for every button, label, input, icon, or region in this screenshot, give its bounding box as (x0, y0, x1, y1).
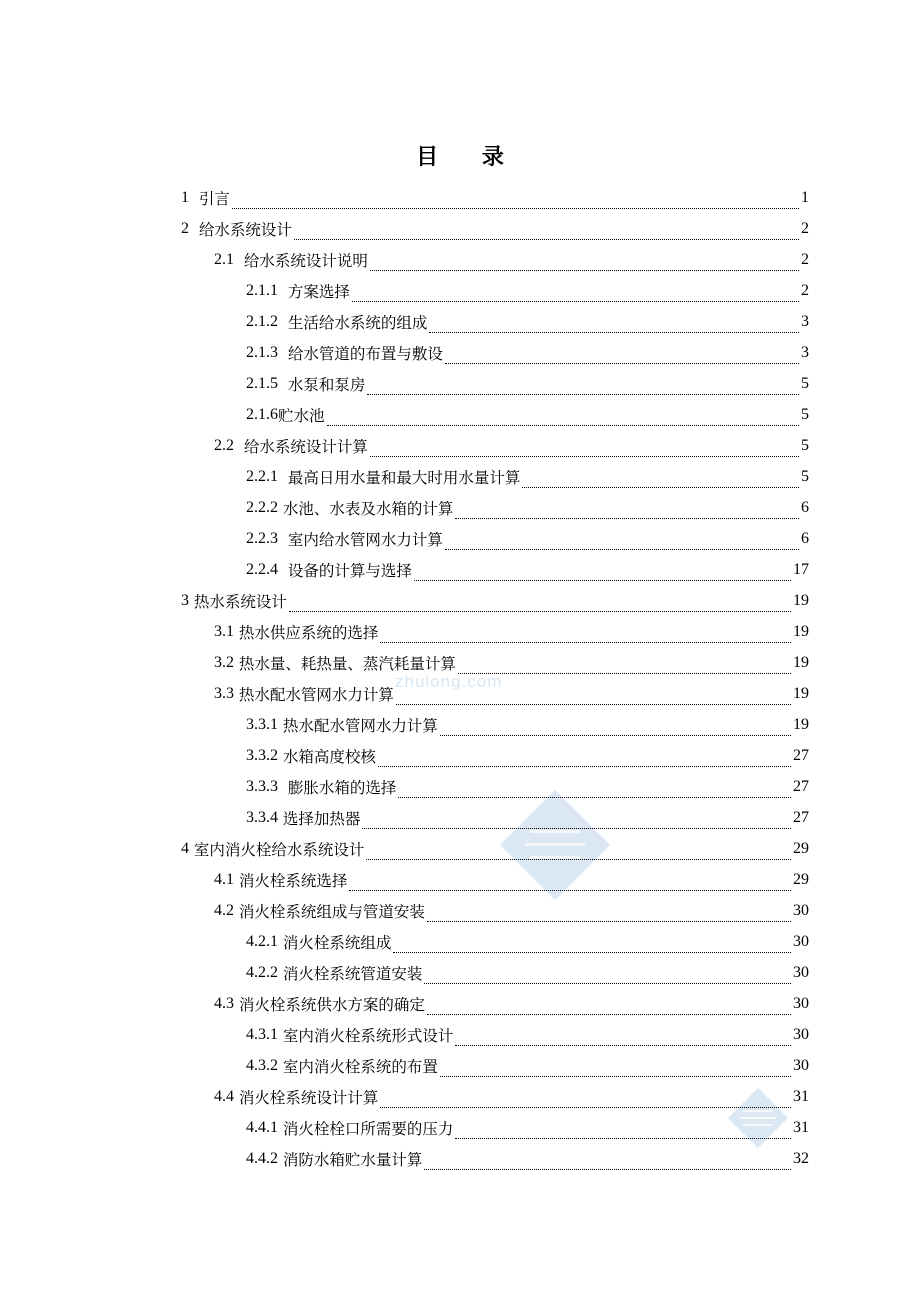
toc-entry[interactable] (181, 183, 809, 213)
toc-leader-dots (424, 967, 791, 984)
toc-entry-title: 热水系统设计 (189, 593, 287, 611)
toc-entry[interactable] (246, 400, 809, 430)
toc-page-number: 30 (793, 1057, 809, 1074)
toc-entry-number: 2.2.1 (246, 468, 278, 485)
toc-entry-title: 水箱高度校核 (278, 748, 376, 766)
toc-entry[interactable] (246, 276, 809, 306)
toc-entry-title: 消火栓系统供水方案的确定 (234, 996, 425, 1014)
toc-page-number: 19 (793, 716, 809, 733)
toc-leader-dots (427, 998, 791, 1015)
toc-entry-number: 2.1.2 (246, 313, 278, 330)
toc-entry-number: 3.3.3 (246, 778, 278, 795)
toc-entry-number: 2.2 (214, 437, 234, 454)
toc-entry-number: 4.2.1 (246, 933, 278, 950)
toc-entry-title: 水池、水表及水箱的计算 (278, 500, 454, 518)
toc-entry-title: 热水配水管网水力计算 (234, 686, 394, 704)
toc-page-number: 1 (801, 189, 809, 206)
toc-entry[interactable] (246, 1051, 809, 1081)
toc-entry-title: 室内给水管网水力计算 (278, 531, 443, 549)
toc-entry-number: 4.3.2 (246, 1057, 278, 1074)
toc-entry[interactable] (214, 245, 809, 275)
toc-entry[interactable] (246, 555, 809, 585)
toc-entry[interactable] (181, 586, 809, 616)
toc-entry-number: 4.1 (214, 871, 234, 888)
toc-entry[interactable] (246, 1113, 809, 1143)
toc-entry-title: 室内消火栓系统形式设计 (278, 1027, 454, 1045)
toc-entry[interactable] (246, 369, 809, 399)
toc-page-number: 2 (801, 220, 809, 237)
toc-leader-dots (396, 688, 791, 705)
toc-page-number: 29 (793, 871, 809, 888)
toc-leader-dots (289, 595, 791, 612)
toc-leader-dots (380, 626, 791, 643)
toc-entry[interactable] (246, 741, 809, 771)
toc-entry[interactable] (246, 338, 809, 368)
toc-entry-number: 2.1 (214, 251, 234, 268)
toc-page-number: 17 (793, 561, 809, 578)
toc-leader-dots (427, 905, 791, 922)
toc-entry[interactable] (214, 617, 809, 647)
toc-entry-number: 1 (181, 189, 189, 206)
toc-leader-dots (445, 533, 799, 550)
toc-entry-title: 膨胀水箱的选择 (278, 779, 397, 797)
toc-leader-dots (366, 843, 791, 860)
toc-page-number: 30 (793, 995, 809, 1012)
toc-leader-dots (370, 440, 799, 457)
toc-leader-dots (455, 1122, 791, 1139)
toc-entry-number: 2.1.3 (246, 344, 278, 361)
toc-entry-number: 3 (181, 592, 189, 609)
toc-leader-dots (414, 564, 791, 581)
toc-entry-number: 4.3.1 (246, 1026, 278, 1043)
toc-leader-dots (327, 409, 799, 426)
toc-entry-title: 消火栓系统组成与管道安装 (234, 903, 425, 921)
toc-page-number: 30 (793, 964, 809, 981)
toc-entry-number: 3.3.4 (246, 809, 278, 826)
toc-entry-number: 3.3.2 (246, 747, 278, 764)
toc-entry-title: 贮水池 (278, 407, 325, 425)
toc-leader-dots (378, 750, 791, 767)
toc-entry-title: 给水系统设计说明 (234, 252, 368, 270)
toc-entry-number: 3.3 (214, 685, 234, 702)
toc-entry[interactable] (214, 431, 809, 461)
toc-page-number: 5 (801, 375, 809, 392)
toc-page-number: 3 (801, 313, 809, 330)
toc-entry[interactable] (246, 710, 809, 740)
toc-entry-title: 水泵和泵房 (278, 376, 366, 394)
toc-leader-dots (440, 719, 791, 736)
toc-entry-title: 给水系统设计 (189, 221, 292, 239)
toc-entry-number: 4.2.2 (246, 964, 278, 981)
toc-entry-number: 2.2.3 (246, 530, 278, 547)
toc-leader-dots (380, 1091, 791, 1108)
toc-entry-title: 热水供应系统的选择 (234, 624, 379, 642)
toc-entry-title: 给水系统设计计算 (234, 438, 368, 456)
toc-leader-dots (424, 1153, 791, 1170)
toc-page-number: 2 (801, 282, 809, 299)
toc-entry-title: 热水量、耗热量、蒸汽耗量计算 (234, 655, 456, 673)
toc-leader-dots (294, 223, 799, 240)
toc-entry-title: 引言 (189, 190, 230, 208)
toc-entry-number: 4.4.2 (246, 1150, 278, 1167)
toc-entry-title: 热水配水管网水力计算 (278, 717, 438, 735)
toc-entry[interactable] (214, 865, 809, 895)
toc-leader-dots (393, 936, 791, 953)
toc-entry[interactable] (246, 772, 809, 802)
toc-page-number: 19 (793, 654, 809, 671)
toc-entry-number: 2 (181, 220, 189, 237)
toc-leader-dots (352, 285, 799, 302)
toc-page-number: 31 (793, 1088, 809, 1105)
toc-page-number: 3 (801, 344, 809, 361)
toc-leader-dots (349, 874, 791, 891)
toc-leader-dots (445, 347, 799, 364)
toc-entry[interactable] (214, 648, 809, 678)
toc-entry[interactable] (214, 989, 809, 1019)
toc-page-number: 19 (793, 592, 809, 609)
toc-entry[interactable] (246, 524, 809, 554)
toc-entry[interactable] (214, 896, 809, 926)
toc-page-number: 6 (801, 499, 809, 516)
toc-leader-dots (440, 1060, 791, 1077)
toc-page-number: 31 (793, 1119, 809, 1136)
toc-entry-title: 室内消火栓系统的布置 (278, 1058, 438, 1076)
toc-page-number: 2 (801, 251, 809, 268)
toc-entry-number: 2.2.4 (246, 561, 278, 578)
toc-leader-dots (362, 812, 791, 829)
toc-page-number: 32 (793, 1150, 809, 1167)
toc-entry-title: 消火栓系统选择 (234, 872, 348, 890)
toc-entry-title: 给水管道的布置与敷设 (278, 345, 443, 363)
toc-page-number: 27 (793, 747, 809, 764)
toc-entry-title: 方案选择 (278, 283, 350, 301)
toc-entry-title: 消防水箱贮水量计算 (278, 1151, 423, 1169)
toc-leader-dots (455, 502, 799, 519)
toc-entry-title: 设备的计算与选择 (278, 562, 412, 580)
toc-leader-dots (370, 254, 799, 271)
toc-entry-number: 3.1 (214, 623, 234, 640)
toc-title: 目 录 (416, 145, 522, 170)
toc-page-number: 30 (793, 933, 809, 950)
toc-entry[interactable] (246, 803, 809, 833)
toc-page-number: 19 (793, 685, 809, 702)
toc-page-number: 29 (793, 840, 809, 857)
toc-entry-title: 消火栓系统组成 (278, 934, 392, 952)
toc-entry-title: 生活给水系统的组成 (278, 314, 428, 332)
toc-entry-number: 2.2.2 (246, 499, 278, 516)
toc-entry[interactable] (246, 927, 809, 957)
toc-leader-dots (398, 781, 791, 798)
toc-entry-number: 3.2 (214, 654, 234, 671)
toc-entry-number: 2.1.5 (246, 375, 278, 392)
toc-page-number: 30 (793, 902, 809, 919)
toc-entry-number: 2.1.6 (246, 406, 278, 423)
toc-entry[interactable] (181, 834, 809, 864)
toc-entry-number: 4.3 (214, 995, 234, 1012)
toc-entry-title: 消火栓栓口所需要的压力 (278, 1120, 454, 1138)
toc-entry[interactable] (181, 214, 809, 244)
toc-entry[interactable] (246, 462, 809, 492)
toc-entry-number: 2.1.1 (246, 282, 278, 299)
toc-entry-number: 3.3.1 (246, 716, 278, 733)
toc-entry[interactable] (246, 958, 809, 988)
toc-leader-dots (458, 657, 791, 674)
watermark-text: zhulong.com (395, 672, 503, 691)
toc-page-number: 5 (801, 437, 809, 454)
toc-page-number: 27 (793, 809, 809, 826)
toc-entry-title: 最高日用水量和最大时用水量计算 (278, 469, 521, 487)
toc-entry-number: 4.4 (214, 1088, 234, 1105)
toc-entry[interactable] (246, 307, 809, 337)
toc-page-number: 6 (801, 530, 809, 547)
toc-page-number: 5 (801, 468, 809, 485)
toc-leader-dots (522, 471, 799, 488)
toc-entry-number: 4.2 (214, 902, 234, 919)
toc-entry-number: 4.4.1 (246, 1119, 278, 1136)
toc-entry[interactable] (246, 1020, 809, 1050)
toc-entry-title: 室内消火栓给水系统设计 (189, 841, 365, 859)
toc-entry-title: 消火栓系统设计计算 (234, 1089, 379, 1107)
toc-leader-dots (232, 192, 799, 209)
toc-page-number: 27 (793, 778, 809, 795)
toc-page-number: 5 (801, 406, 809, 423)
toc-leader-dots (429, 316, 799, 333)
toc-entry[interactable] (246, 1144, 809, 1174)
toc-entry[interactable] (246, 493, 809, 523)
toc-entry-number: 4 (181, 840, 189, 857)
toc-leader-dots (367, 378, 799, 395)
toc-entry-title: 选择加热器 (278, 810, 361, 828)
toc-entry-title: 消火栓系统管道安装 (278, 965, 423, 983)
toc-leader-dots (455, 1029, 791, 1046)
toc-entry[interactable] (214, 1082, 809, 1112)
toc-entry[interactable] (214, 679, 809, 709)
toc-page-number: 30 (793, 1026, 809, 1043)
toc-page-number: 19 (793, 623, 809, 640)
